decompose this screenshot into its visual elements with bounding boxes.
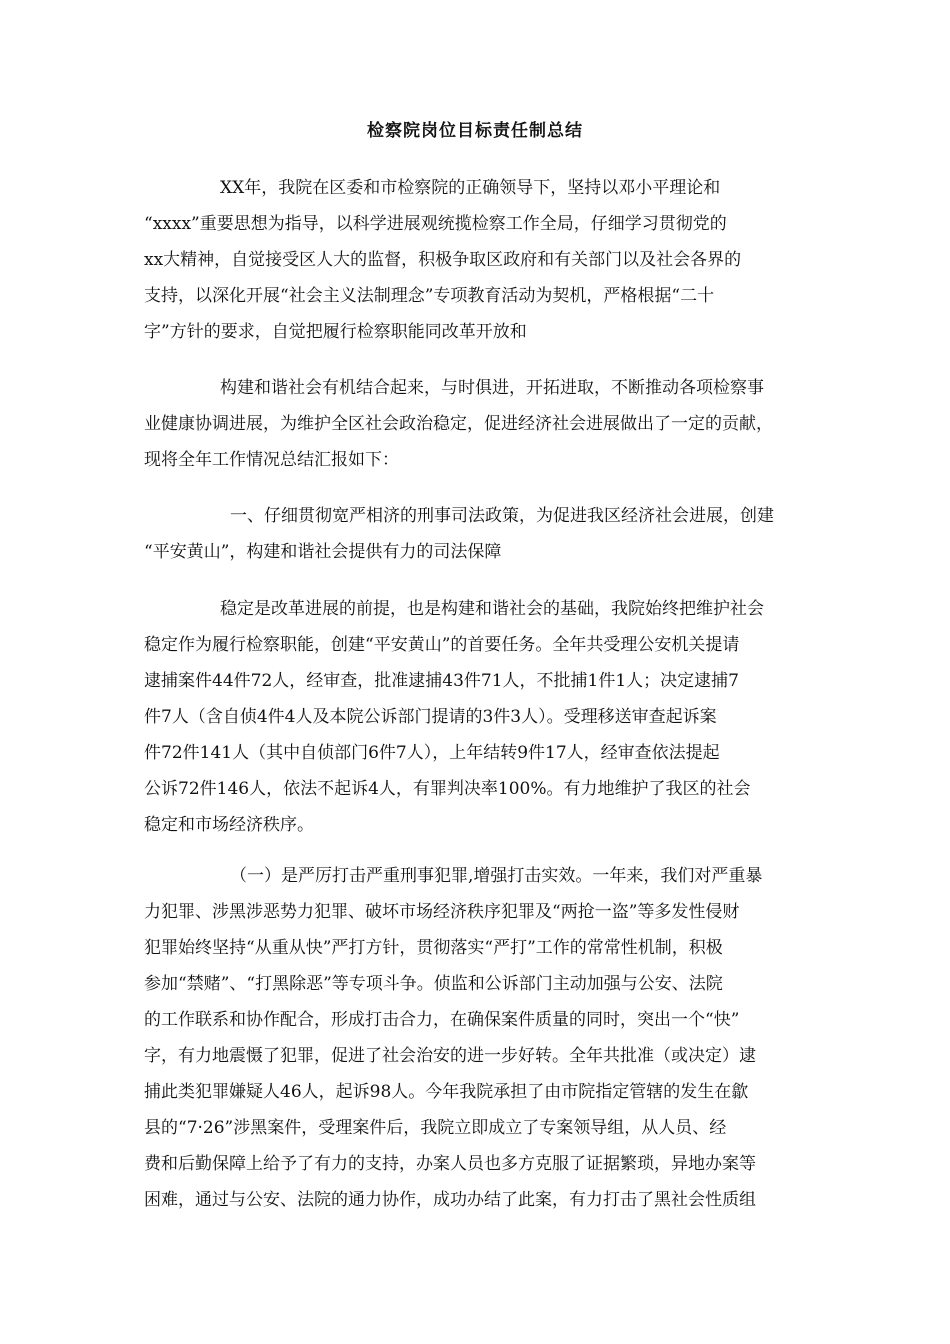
text-line: 件72件141人（其中自侦部门6件7人），上年结转9件17人，经审查依法提起 xyxy=(144,743,720,763)
text-line: 件7人（含自侦4件4人及本院公诉部门提请的3件3人）。受理移送审查起诉案 xyxy=(144,707,717,727)
text-line: 的工作联系和协作配合，形成打击合力，在确保案件质量的同时，突出一个“快” xyxy=(144,1010,740,1030)
text-line: 逮捕案件44件72人，经审查，批准逮捕43件71人，不批捕1件1人；决定逮捕7 xyxy=(144,671,739,691)
text-line: 业健康协调进展，为维护全区社会政治稳定，促进经济社会进展做出了一定的贡献， xyxy=(144,414,773,434)
text-line: 犯罪始终坚持“从重从快”严打方针，贯彻落实“严打”工作的常常性机制，积极 xyxy=(144,938,723,958)
text-line: “平安黄山”，构建和谐社会提供有力的司法保障 xyxy=(144,542,502,562)
text-line: 困难，通过与公安、法院的通力协作，成功办结了此案，有力打击了黑社会性质组 xyxy=(144,1190,756,1210)
text-line: 现将全年工作情况总结汇报如下： xyxy=(144,450,399,470)
text-line: 字”方针的要求，自觉把履行检察职能同改革开放和 xyxy=(144,322,527,342)
text-line: 稳定和市场经济秩序。 xyxy=(144,815,314,835)
text-line: 稳定是改革进展的前提，也是构建和谐社会的基础，我院始终把维护社会 xyxy=(220,599,764,619)
section-heading-1 xyxy=(144,498,824,570)
text-line: 力犯罪、涉黑涉恶势力犯罪、破坏市场经济秩序犯罪及“两抢一盗”等多发性侵财 xyxy=(144,902,740,922)
text-line: “xxxx”重要思想为指导，以科学进展观统揽检察工作全局，仔细学习贯彻党的 xyxy=(144,214,727,234)
text-line: 构建和谐社会有机结合起来，与时俱进，开拓进取，不断推动各项检察事 xyxy=(220,378,764,398)
paragraph-crackdown xyxy=(144,858,824,1218)
paragraph-intro xyxy=(144,170,824,350)
text-line: 公诉72件146人，依法不起诉4人，有罪判决率100%。有力地维护了我区的社会 xyxy=(144,779,751,799)
text-line: 县的“7·26”涉黑案件，受理案件后，我院立即成立了专案领导组，从人员、经 xyxy=(144,1118,727,1138)
text-line: XX年，我院在区委和市检察院的正确领导下，坚持以邓小平理论和 xyxy=(220,178,721,198)
text-line: 捕此类犯罪嫌疑人46人，起诉98人。今年我院承担了由市院指定管辖的发生在歙 xyxy=(144,1082,749,1102)
document-title: 检察院岗位目标责任制总结 xyxy=(367,121,583,141)
text-line: （一）是严厉打击严重刑事犯罪,增强打击实效。一年来，我们对严重暴 xyxy=(230,866,763,886)
text-line: 一、仔细贯彻宽严相济的刑事司法政策，为促进我区经济社会进展，创建 xyxy=(230,506,774,526)
paragraph-intro-continued xyxy=(144,370,824,478)
text-line: 字，有力地震慑了犯罪，促进了社会治安的进一步好转。全年共批准（或决定）逮 xyxy=(144,1046,756,1066)
text-line: 费和后勤保障上给予了有力的支持，办案人员也多方克服了证据繁琐，异地办案等 xyxy=(144,1154,756,1174)
text-line: xx大精神，自觉接受区人大的监督，积极争取区政府和有关部门以及社会各界的 xyxy=(144,250,742,270)
text-line: 参加“禁赌”、“打黑除恶”等专项斗争。侦监和公诉部门主动加强与公安、法院 xyxy=(144,974,723,994)
text-line: 稳定作为履行检察职能，创建“平安黄山”的首要任务。全年共受理公安机关提请 xyxy=(144,635,740,655)
text-line: 支持，以深化开展“社会主义法制理念”专项教育活动为契机，严格根据“二十 xyxy=(144,286,715,306)
paragraph-stability xyxy=(144,591,824,843)
